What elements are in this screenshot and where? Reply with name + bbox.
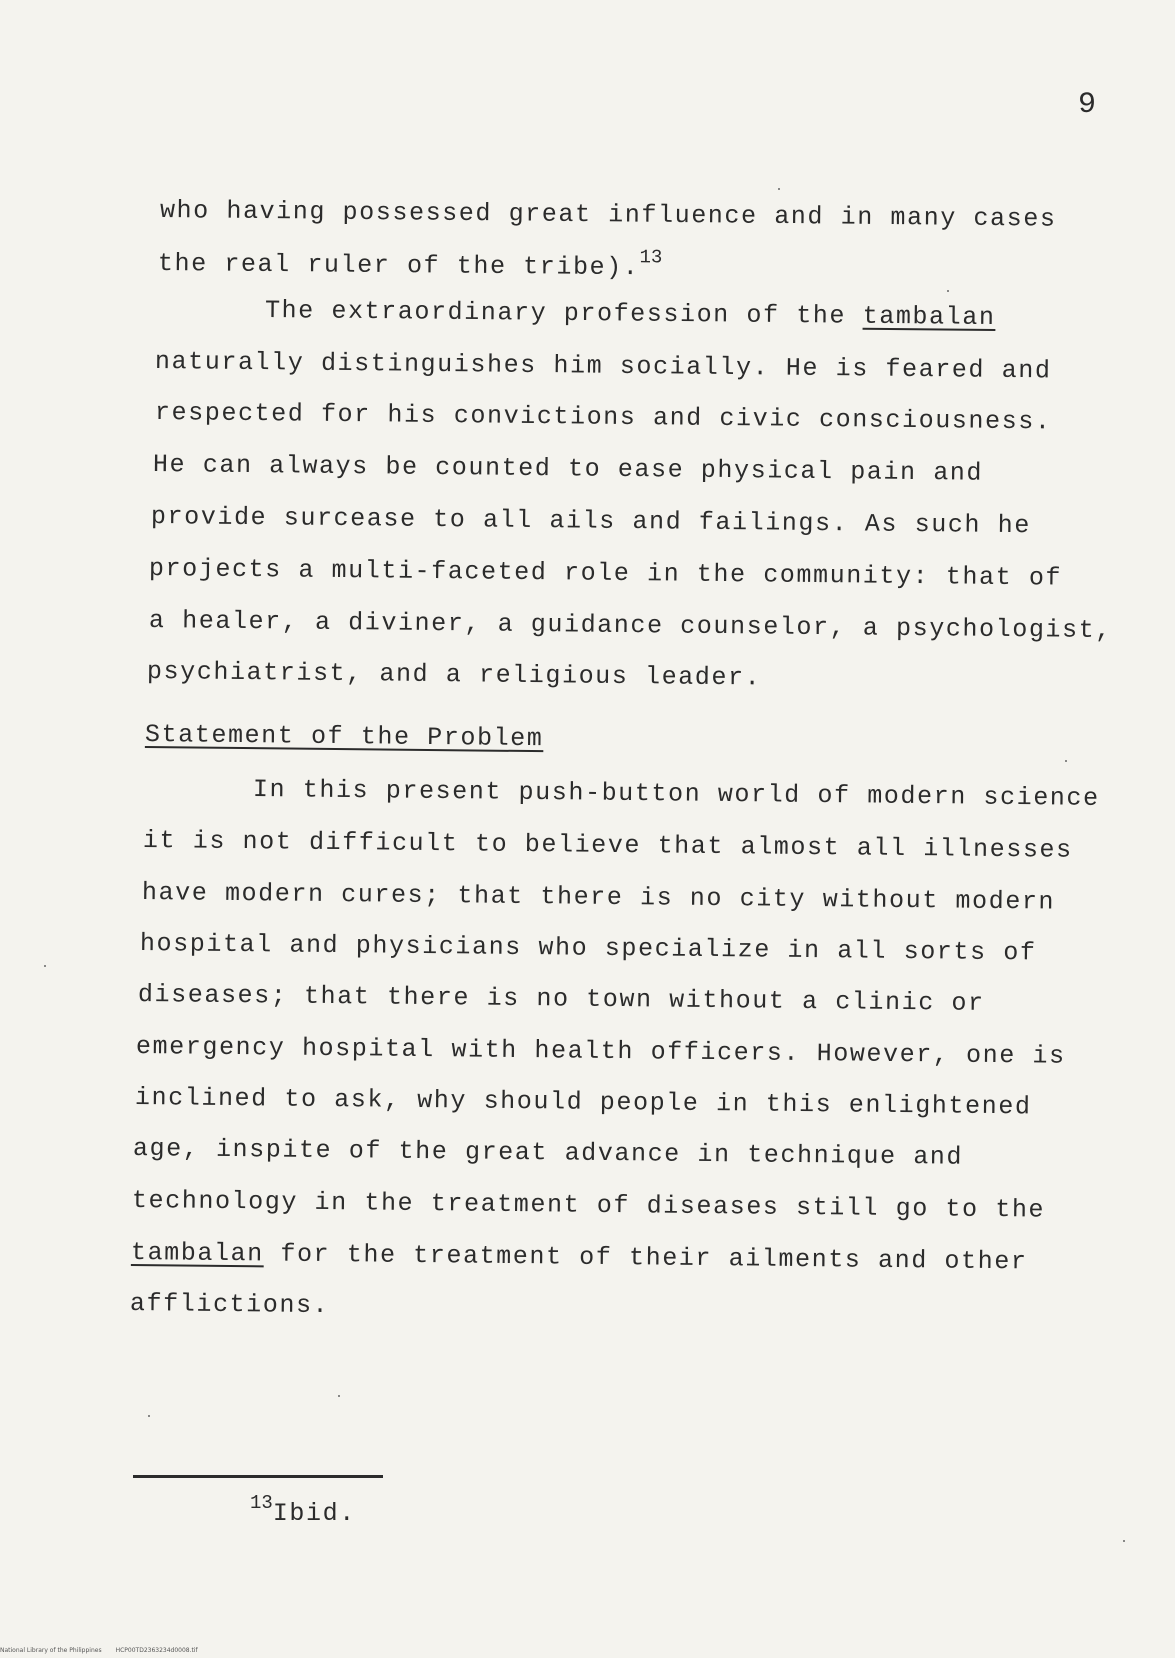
- text-line: technology in the treatment of diseases still go to the: [131, 1186, 1046, 1225]
- text-line: who having possessed great influence and in many cases: [159, 196, 1057, 234]
- text-line: provide surcease to all ails and failings. As such he: [150, 502, 1032, 541]
- text-line: a healer, a diviner, a guidance counselor, a psychologist,: [148, 606, 1113, 646]
- library-stamp: [0, 1647, 212, 1654]
- text-span: The extraordinary profession of the: [264, 296, 863, 331]
- scan-speck: [1123, 1540, 1125, 1542]
- section-heading: Statement of the Problem: [144, 720, 544, 754]
- text-line: [265, 296, 996, 332]
- footnote-number: 13: [250, 1492, 273, 1514]
- text-line: [131, 1238, 1028, 1276]
- underlined-term: tambalan: [862, 301, 996, 333]
- text-line: it is not difficult to believe that almost all illnesses: [142, 826, 1073, 865]
- text-line: naturally distinguishes him socially. He is feared and: [154, 347, 1052, 386]
- scan-speck: [778, 188, 780, 190]
- text-span: the real ruler of the tribe).: [157, 249, 640, 283]
- text-line: psychiatrist, and a religious leader.: [146, 657, 762, 693]
- text-line: emergency hospital with health officers. However, one is: [135, 1032, 1066, 1071]
- scan-speck: [148, 1415, 150, 1417]
- text-line: In this present push-button world of modern science: [252, 775, 1100, 813]
- text-line: [158, 242, 663, 282]
- library-name: National Library of the Philippines: [0, 1647, 102, 1654]
- footnote-text: Ibid.: [272, 1499, 356, 1528]
- scan-speck: [44, 965, 46, 967]
- footnote: [250, 1492, 356, 1528]
- text-line: age, inspite of the great advance in technique and: [132, 1134, 964, 1172]
- text-line: afflictions.: [129, 1289, 330, 1321]
- text-line: inclined to ask, why should people in this enlightened: [134, 1083, 1032, 1122]
- scan-speck: [947, 290, 949, 292]
- text-line: have modern cures; that there is no city without modern: [141, 878, 1056, 917]
- scan-speck: [1065, 760, 1067, 762]
- footnote-divider: [133, 1475, 383, 1478]
- text-line: hospital and physicians who specialize in all sorts of: [139, 929, 1037, 968]
- footnote-reference: 13: [639, 246, 663, 269]
- scan-speck: [338, 1395, 340, 1397]
- file-code: HCP00TD2363234d0008.tif: [115, 1647, 198, 1654]
- text-span: for the treatment of their ailments and other: [263, 1239, 1028, 1277]
- page-number: 9: [1078, 88, 1098, 122]
- text-line: He can always be counted to ease physical pain and: [152, 450, 984, 488]
- text-line: projects a multi-faceted role in the community: that of: [148, 554, 1063, 593]
- text-line: diseases; that there is no town without a clinic or: [137, 980, 985, 1018]
- underlined-term: tambalan: [130, 1238, 264, 1269]
- text-line: respected for his convictions and civic consciousness.: [154, 398, 1052, 437]
